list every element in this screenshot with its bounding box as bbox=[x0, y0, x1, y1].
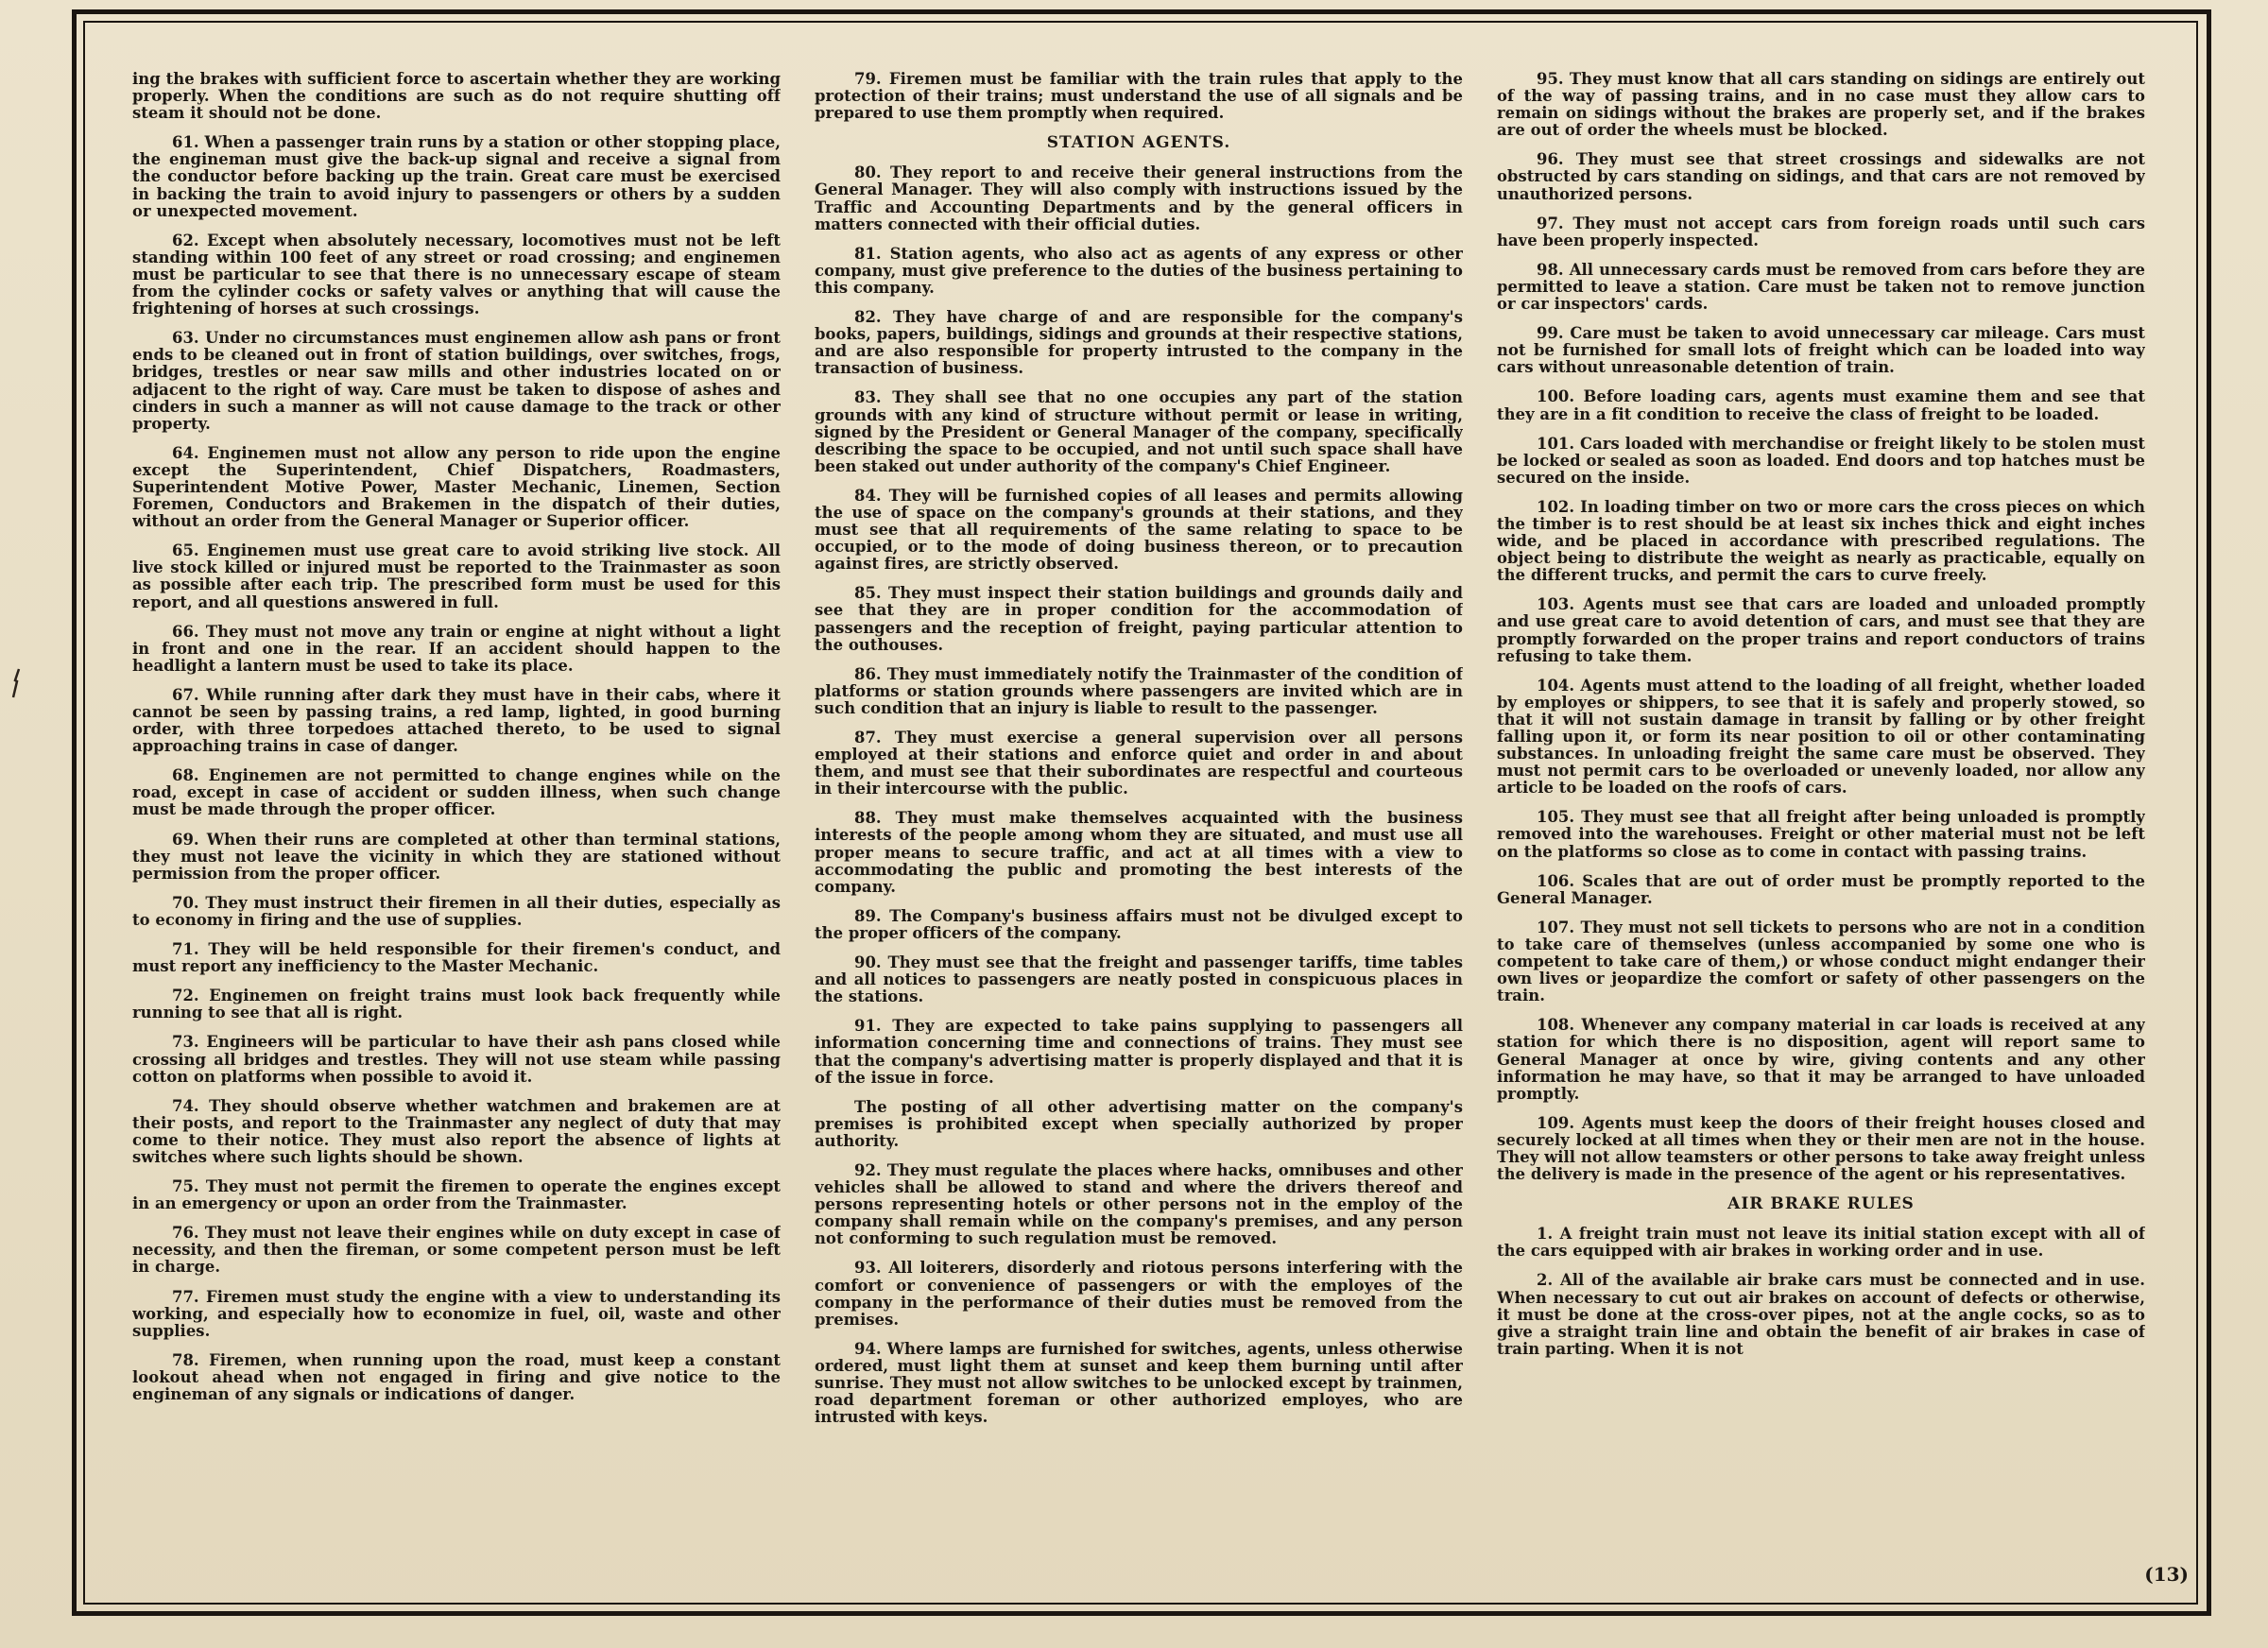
rule-paragraph: 69. When their runs are completed at other than terminal stations, they must not leave the vicinity in which they are stationed without permission from the proper officer. bbox=[132, 830, 781, 883]
section-heading-air-brake-rules: AIR BRAKE RULES bbox=[1727, 1194, 1915, 1214]
rule-paragraph: 61. When a passenger train runs by a station or other stopping place, the engineman must give the back-up signal and receive a signal from the conductor before backing up the train. Great care must be exercised in backing the train to avoid injury to passengers or others by a sudden or unexpected movement. bbox=[132, 133, 781, 220]
rule-paragraph: 81. Station agents, who also act as agents of any express or other company, must give preference to the duties of the business pertaining to this company. bbox=[815, 244, 1463, 297]
rule-paragraph: 103. Agents must see that cars are loaded and unloaded promptly and use great care to avoid detention of cars, and must see that they are promptly forwarded on the proper trains and report conductors of trains refusing to take them. bbox=[1497, 595, 2145, 665]
rule-paragraph: 99. Care must be taken to avoid unnecessary car mileage. Cars must not be furnished for small lots of freight which can be loaded into way cars without unreasonable detention of train. bbox=[1497, 324, 2145, 377]
page-number: (13) bbox=[2144, 1563, 2189, 1586]
rule-paragraph: 79. Firemen must be familiar with the train rules that apply to the protection of their trains; must understand the use of all signals and be prepared to use them promptly when required. bbox=[815, 71, 1463, 123]
text-columns bbox=[132, 71, 2145, 1550]
column-left bbox=[132, 71, 781, 1550]
rule-paragraph: 67. While running after dark they must have in their cabs, where it cannot be seen by passing trains, a red lamp, lighted, in good burning order, with three torpedoes attached thereto, to be used to signal approaching trains in case of danger. bbox=[132, 685, 781, 756]
rule-paragraph: 83. They shall see that no one occupies any part of the station grounds with any kind of structure without permit or lease in writing, signed by the President or General Manager of the company, specifically describing the space to be occupied, and not until such space shall have been staked out under authority of the company's Chief Engineer. bbox=[815, 388, 1463, 475]
rule-paragraph: 88. They must make themselves acquainted with the business interests of the people among whom they are situated, and must use all proper means to secure traffic, and act at all times with a view to accommodating the public and promoting the best interests of the company. bbox=[815, 809, 1463, 896]
rule-paragraph: 101. Cars loaded with merchandise or freight likely to be stolen must be locked or sealed as soon as loaded. End doors and top hatches must be secured on the inside. bbox=[1497, 434, 2145, 487]
rule-paragraph: 63. Under no circumstances must enginemen allow ash pans or front ends to be cleaned out in front of station buildings, over switches, frogs, bridges, trestles or near saw mills and other industries located on or adjacent to the right of way. Care must be taken to dispose of ashes and cinders in such a manner as will not cause damage to the track or other property. bbox=[132, 329, 781, 433]
rule-paragraph: 74. They should observe whether watchmen and brakemen are at their posts, and report to the Trainmaster any neglect of duty that may come to their notice. They must also report the absence of lights at switches where such lights should be shown. bbox=[132, 1096, 781, 1166]
rule-paragraph: 77. Firemen must study the engine with a view to understanding its working, and especially how to economize in fuel, oil, waste and other supplies. bbox=[132, 1287, 781, 1340]
rule-paragraph: The posting of all other advertising matter on the company's premises is prohibited except when specially authorized by proper authority. bbox=[815, 1097, 1463, 1150]
column-right bbox=[1497, 71, 2145, 1550]
air-brake-rules bbox=[1497, 1226, 2145, 1358]
station-agents-rules-continued bbox=[1497, 71, 2145, 1183]
rule-paragraph: 92. They must regulate the places where hacks, omnibuses and other vehicles shall be allowed to stand and where the drivers thereof and persons representing hotels or other persons not in the employ of the company shall remain while on the company's premises, and any person not conforming to such regulation must be removed. bbox=[815, 1160, 1463, 1248]
rule-paragraph: 76. They must not leave their engines while on duty except in case of necessity, and then the fireman, or some competent person must be left in charge. bbox=[132, 1224, 781, 1277]
rule-paragraph: 72. Enginemen on freight trains must look back frequently while running to see that all is right. bbox=[132, 987, 781, 1022]
rule-paragraph: 96. They must see that street crossings and sidewalks are not obstructed by cars standing on sidings, and that cars are not removed by unauthorized persons. bbox=[1497, 150, 2145, 203]
rule-paragraph: 80. They report to and receive their general instructions from the General Manager. They will also comply with instructions issued by the Traffic and Accounting Departments and by the general officers in matters connected with their official duties. bbox=[815, 163, 1463, 233]
margin-mark bbox=[9, 667, 25, 699]
rule-paragraph: 91. They are expected to take pains supplying to passengers all information concerning time and connections of trains. They must see that the company's advertising matter is properly displayed and that it is of the issue in force. bbox=[815, 1017, 1463, 1087]
rule-paragraph: 70. They must instruct their firemen in all their duties, especially as to economy in firing and the use of supplies. bbox=[132, 893, 781, 929]
rule-paragraph: ing the brakes with sufficient force to ascertain whether they are working properly. When the conditions are such as do not require shutting off steam it should not be done. bbox=[132, 71, 781, 123]
rule-paragraph: 75. They must not permit the firemen to operate the engines except in an emergency or upon an order from the Trainmaster. bbox=[132, 1177, 781, 1213]
rule-paragraph: 93. All loiterers, disorderly and riotous persons interfering with the comfort or convenience of passengers or with the employes of the company in the performance of their duties must be removed from the premises. bbox=[815, 1259, 1463, 1329]
rule-paragraph: 78. Firemen, when running upon the road, must keep a constant lookout ahead when not engaged in firing and give notice to the engineman of any signals or indications of danger. bbox=[132, 1350, 781, 1403]
rule-paragraph: 100. Before loading cars, agents must examine them and see that they are in a fit condition to receive the class of freight to be loaded. bbox=[1497, 387, 2145, 423]
rule-paragraph: 73. Engineers will be particular to have their ash pans closed while crossing all bridges and trestles. They will not use steam while passing cotton on platforms when possible to avoid it. bbox=[132, 1033, 781, 1086]
rule-paragraph: 86. They must immediately notify the Trainmaster of the condition of platforms or station grounds where passengers are invited which are in such condition that an injury is liable to result to the passenger. bbox=[815, 664, 1463, 717]
rule-paragraph: 87. They must exercise a general supervision over all persons employed at their stations and enforce quiet and order in and about them, and must see that their subordinates are respectful and courteous in their intercourse with the public. bbox=[815, 729, 1463, 798]
rule-paragraph: 65. Enginemen must use great care to avoid striking live stock. All live stock killed or injured must be reported to the Trainmaster as soon as possible after each trip. The prescribed form must be used for this report, and all questions answered in full. bbox=[132, 541, 781, 611]
rule-paragraph: 82. They have charge of and are responsible for the company's books, papers, buildings, sidings and grounds at their respective stations, and are also responsible for property intrusted to the company in the transaction of business. bbox=[815, 308, 1463, 378]
station-agents-rules bbox=[815, 164, 1463, 1426]
rule-paragraph: 95. They must know that all cars standing on sidings are entirely out of the way of passing trains, and in no case must they allow cars to remain on sidings without the brakes are properly set, and if the brakes are out of order the wheels must be blocked. bbox=[1497, 71, 2145, 140]
rule-paragraph: 1. A freight train must not leave its initial station except with all of the cars equipped with air brakes in working order and in use. bbox=[1497, 1225, 2145, 1261]
rule-paragraph: 64. Enginemen must not allow any person to ride upon the engine except the Superintendent, Chief Dispatchers, Roadmasters, Superintendent Motive Power, Master Mechanic, Linemen, Section Foremen, Conductors and Brakemen in the dispatch of their duties, without an order from the General Manager or Superior officer. bbox=[132, 443, 781, 531]
rule-paragraph: 107. They must not sell tickets to persons who are not in a condition to take care of themselves (unless accompanied by some one who is competent to take care of them,) or whose conduct might endanger their own lives or jeopardize the comfort or safety of other passengers on the train. bbox=[1497, 918, 2145, 1005]
rule-paragraph: 106. Scales that are out of order must be promptly reported to the General Manager. bbox=[1497, 871, 2145, 907]
rule-paragraph: 94. Where lamps are furnished for switches, agents, unless otherwise ordered, must light them at sunset and keep them burning until after sunrise. They must not allow switches to be unlocked except by trainmen, road department foreman or other authorized employes, who are intrusted with keys. bbox=[815, 1339, 1463, 1427]
rule-paragraph: 85. They must inspect their station buildings and grounds daily and see that they are in proper condition for the accommodation of passengers and the reception of freight, paying particular attention to the outhouses. bbox=[815, 584, 1463, 654]
rule-paragraph: 102. In loading timber on two or more cars the cross pieces on which the timber is to rest should be at least six inches thick and eight inches wide, and be placed in accordance with prescribed regulations. The object being to distribute the weight as nearly as practicable, equally on the different trucks, and permit the cars to curve freely. bbox=[1497, 497, 2145, 585]
rule-paragraph: 98. All unnecessary cards must be removed from cars before they are permitted to leave a station. Care must be taken not to remove junction or car inspectors' cards. bbox=[1497, 260, 2145, 314]
rule-paragraph: 90. They must see that the freight and passenger tariffs, time tables and all notices to passengers are neatly posted in conspicuous places in the stations. bbox=[815, 953, 1463, 1006]
rule-paragraph: 104. Agents must attend to the loading of all freight, whether loaded by employes or shippers, to see that it is safely and properly stowed, so that it will not sustain damage in transit by falling or by other freight falling upon it, or form its near position to oil or other contaminating substances. In unloading freight the same care must be observed. They must not permit cars to be overloaded or unevenly loaded, nor allow any article to be loaded on the roofs of cars. bbox=[1497, 676, 2145, 798]
rule-paragraph: 2. All of the available air brake cars must be connected and in use. When necessary to cut out air brakes on account of defects or otherwise, it must be done at the cross-over pipes, not at the angle cocks, so as to give a straight train line and obtain the benefit of air brakes in case of train parting. When it is not bbox=[1497, 1271, 2145, 1358]
rule-paragraph: 68. Enginemen are not permitted to change engines while on the road, except in case of accident or sudden illness, when such change must be made through the proper officer. bbox=[132, 766, 781, 819]
rule-paragraph: 84. They will be furnished copies of all leases and permits allowing the use of space on the company's grounds at their stations, and they must see that all requirements of the same relating to space to be occupied, or to the mode of doing business thereon, or to precaution against fires, are strictly observed. bbox=[815, 486, 1463, 574]
column-middle bbox=[815, 71, 1463, 1550]
rule-paragraph: 62. Except when absolutely necessary, locomotives must not be left standing within 100 feet of any street or road crossing; and enginemen must be particular to see that there is no unnecessary escape of steam from the cylinder cocks or safety valves or anything that will cause the frightening of horses at such crossings. bbox=[132, 231, 781, 318]
rule-paragraph: 108. Whenever any company material in car loads is received at any station for which there is no disposition, agent will report same to General Manager at once by wire, giving contents and any other information he may have, so that it may be arranged to have unloaded promptly. bbox=[1497, 1016, 2145, 1103]
rule-paragraph: 66. They must not move any train or engine at night without a light in front and one in the rear. If an accident should happen to the headlight a lantern must be used to take its place. bbox=[132, 622, 781, 675]
rule-paragraph: 105. They must see that all freight after being unloaded is promptly removed into the warehouses. Freight or other material must not be left on the platforms so close as to come in contact with passing trains. bbox=[1497, 808, 2145, 861]
rule-paragraph: 89. The Company's business affairs must not be divulged except to the proper officers of the company. bbox=[815, 906, 1463, 942]
rule-paragraph: 109. Agents must keep the doors of their freight houses closed and securely locked at all times when they or their men are not in the house. They will not allow teamsters or other persons to take away freight unless the delivery is made in the presence of the agent or his representatives. bbox=[1497, 1113, 2145, 1184]
section-heading-station-agents: STATION AGENTS. bbox=[1046, 133, 1231, 153]
rule-paragraph: 71. They will be held responsible for their firemen's conduct, and must report any inefficiency to the Master Mechanic. bbox=[132, 940, 781, 976]
rule-paragraph: 97. They must not accept cars from foreign roads until such cars have been properly inspected. bbox=[1497, 214, 2145, 249]
